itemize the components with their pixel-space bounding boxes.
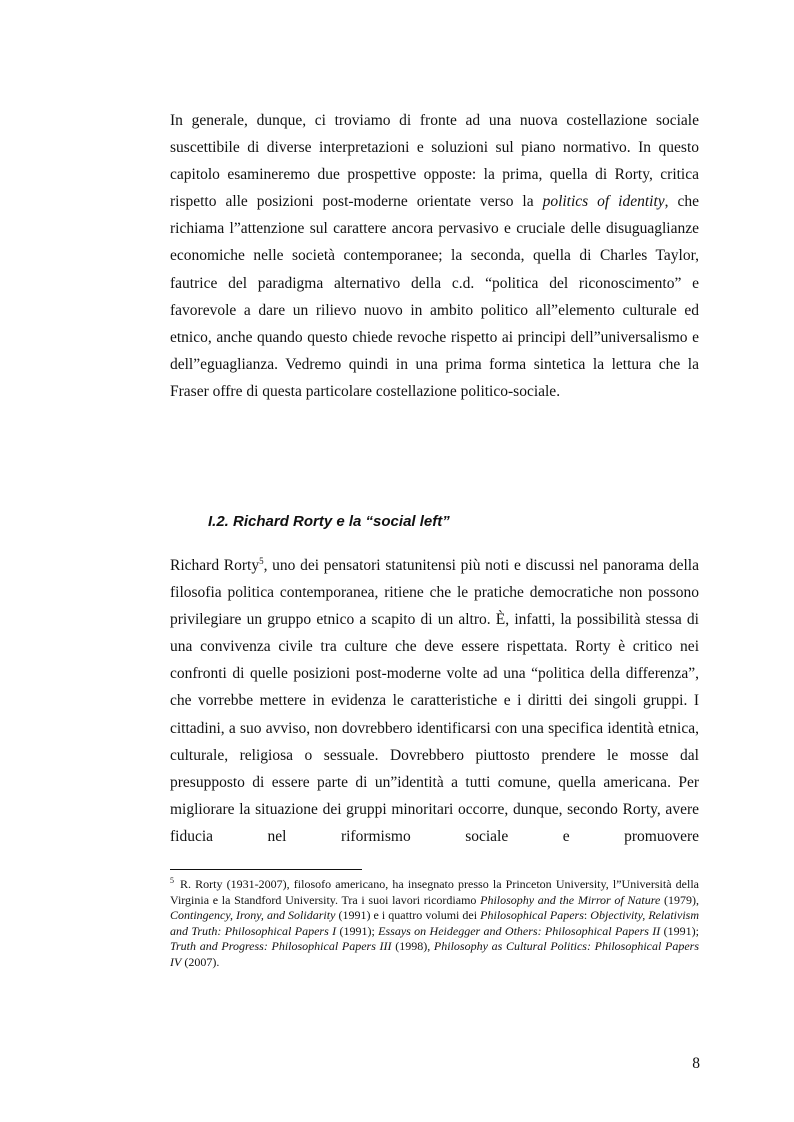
footnote-text: (1998), xyxy=(391,939,434,954)
footnote-text: (1979), xyxy=(660,892,700,907)
footnote-text: (1991); xyxy=(660,923,699,938)
footnote-number: 5 xyxy=(170,876,174,885)
page-number: 8 xyxy=(692,1055,700,1072)
footnote-title: Philosophical Papers xyxy=(480,908,584,923)
footnote-title: Objectivity, Relativism and Truth: Philosophical Papers I xyxy=(170,908,699,938)
rorty-text: , uno dei pensatori statunitensi più noti e discussi nel panorama della filosofia politica contemporanea, ritiene che le pratiche democratiche non possono privilegiare un gruppo etnico a scapito di un altro. È, infatti, la possibilità stessa di una convivenza civile tra culture che deve essere rispettata. Rorty è critico nei confronti di quelle posizioni post-moderne volte ad una “politica della differenza”, che vorrebbe mettere in evidenza le caratteristiche e i diritti dei singoli gruppi. I cittadini, a suo avviso, non dovrebbero identificarsi con una specifica identità etnica, culturale, religiosa o sessuale. Dovrebbero piuttosto prendere le mosse dal presupposto di essere parte di un”identità a tutti comune, quella americana. Per migliorare la situazione dei gruppi minoritari occorre, dunque, secondo Rorty, avere fiducia nel riformismo sociale e promuovere xyxy=(170,557,699,845)
footnote-title: Essays on Heidegger and Others: Philosophical Papers II xyxy=(378,923,661,938)
rorty-name: Richard Rorty xyxy=(170,557,260,574)
footnote-title: Truth and Progress: Philosophical Papers III xyxy=(170,939,392,954)
footnote xyxy=(170,877,699,971)
footnote-text: (1991) e i quattro volumi dei xyxy=(335,908,481,923)
footnote-text: (1991); xyxy=(336,923,379,938)
intro-text-2: , che richiama l”attenzione sul carattere ancora pervasivo e cruciale delle disuguaglianze economiche nelle società contemporanee; la seconda, quella di Charles Taylor, fautrice del paradigma alternativo della c.d. “politica del riconoscimento” e favorevole a dare un rilievo nuovo in ambito politico all”elemento culturale ed etnico, anche quando questo chiede revoche rispetto ai principi dell”universalismo e dell”eguaglianza. Vedremo quindi in una prima forma sintetica la lettura che la Fraser offre di questa particolare costellazione politico-sociale. xyxy=(170,193,699,400)
intro-text-1: In generale, dunque, ci troviamo di fronte ad una nuova costellazione sociale suscettibile di diverse interpretazioni e soluzioni sul piano normativo. In questo capitolo esamineremo due prospettive opposte: la prima, quella di Rorty, critica rispetto alle posizioni post-moderne orientate verso la xyxy=(170,112,699,211)
footnote-ref[interactable]: 5 xyxy=(259,555,264,566)
footnote-title: Philosophy and the Mirror of Nature xyxy=(480,892,661,907)
footnote-text: (2007). xyxy=(181,954,220,969)
section-heading: I.2. Richard Rorty e la “social left” xyxy=(208,513,450,530)
rorty-paragraph xyxy=(170,552,699,850)
intro-paragraph xyxy=(170,107,699,405)
footnote-text: R. Rorty (1931-2007), filosofo americano, ha insegnato presso la Princeton University, l”Università della Virginia e la Standford University. Tra i suoi lavori ricordiamo xyxy=(170,877,699,907)
footnote-title: Philosophy as Cultural Politics: Philosophical Papers IV xyxy=(170,939,700,969)
footnote-separator xyxy=(170,869,362,870)
intro-italic-politics-of-identity: politics of identity xyxy=(542,193,665,211)
footnote-title: Contingency, Irony, and Solidarity xyxy=(170,908,336,923)
footnote-text: : xyxy=(583,908,591,923)
